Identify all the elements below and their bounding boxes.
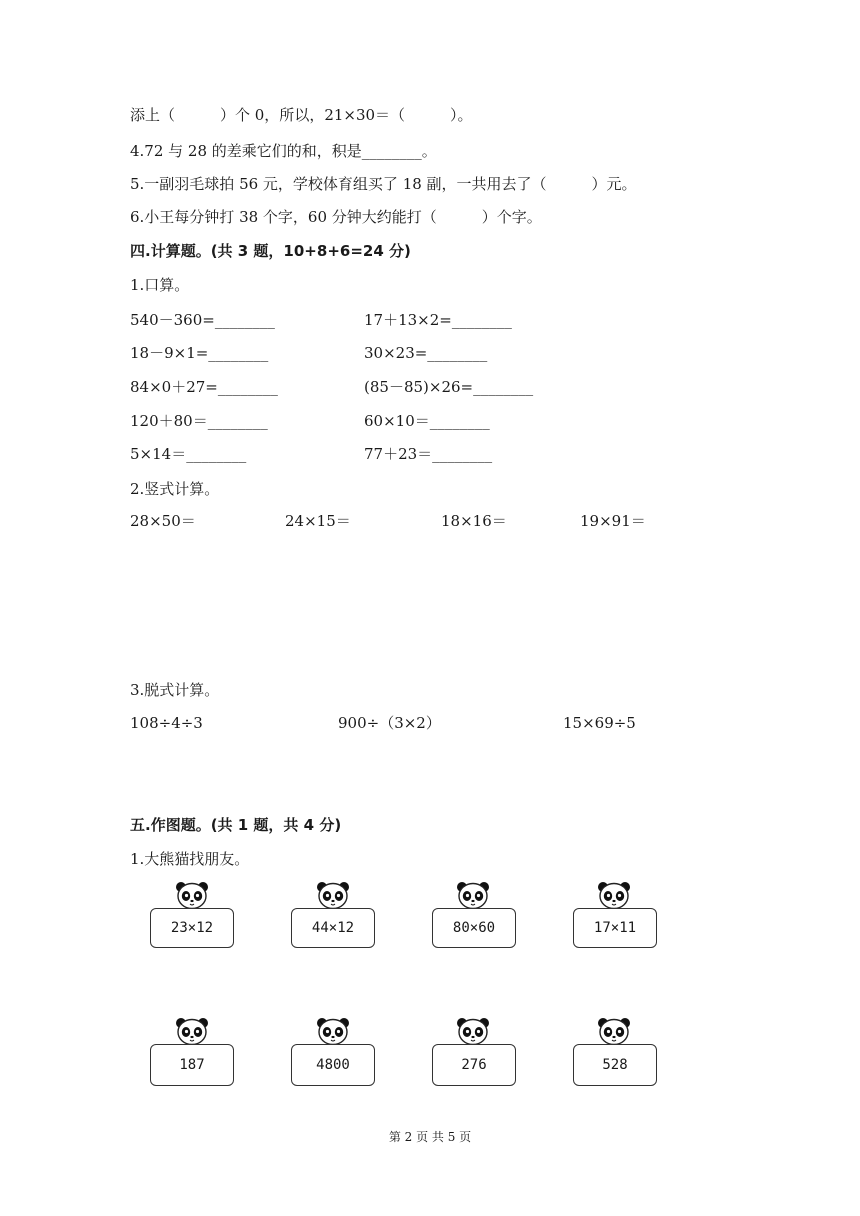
match-box-result[interactable]: 528 — [573, 1044, 657, 1086]
match-box-expression[interactable]: 80×60 — [432, 908, 516, 948]
oral-item: 17＋13×2=________ — [364, 311, 512, 329]
oral-item: 30×23=________ — [364, 344, 488, 362]
match-box-result[interactable]: 276 — [432, 1044, 516, 1086]
stepwise-item: 900÷（3×2） — [338, 714, 441, 732]
fill-blank-line: 添上（ ）个 0，所以，21×30＝（ ）。 — [130, 106, 473, 124]
question-6: 6.小王每分钟打 38 个字，60 分钟大约能打（ ）个字。 — [130, 208, 542, 226]
oral-item: (85－85)×26=________ — [364, 378, 534, 396]
vertical-item: 18×16＝ — [441, 512, 507, 530]
match-box-result[interactable]: 4800 — [291, 1044, 375, 1086]
panda-icon — [316, 1016, 350, 1046]
section-5-heading: 五.作图题。(共 1 题，共 4 分) — [130, 816, 342, 834]
stepwise-item: 108÷4÷3 — [130, 714, 203, 732]
panda-icon — [175, 880, 209, 910]
match-box-expression[interactable]: 44×12 — [291, 908, 375, 948]
match-box-result[interactable]: 187 — [150, 1044, 234, 1086]
oral-item: 120＋80＝________ — [130, 412, 268, 430]
panda-icon — [597, 1016, 631, 1046]
panda-icon — [175, 1016, 209, 1046]
vertical-item: 19×91＝ — [580, 512, 646, 530]
oral-item: 5×14＝________ — [130, 445, 247, 463]
stepwise-item: 15×69÷5 — [563, 714, 636, 732]
question-5: 5.一副羽毛球拍 56 元，学校体育组买了 18 副，一共用去了（ ）元。 — [130, 175, 637, 193]
panda-icon — [456, 880, 490, 910]
vertical-calc-title: 2.竖式计算。 — [130, 480, 220, 498]
panda-icon — [456, 1016, 490, 1046]
panda-icon — [597, 880, 631, 910]
oral-calc-title: 1.口算。 — [130, 276, 190, 294]
question-4: 4.72 与 28 的差乘它们的和，积是________。 — [130, 142, 437, 160]
match-box-expression[interactable]: 17×11 — [573, 908, 657, 948]
vertical-item: 24×15＝ — [285, 512, 351, 530]
oral-item: 84×0＋27=________ — [130, 378, 278, 396]
match-box-expression[interactable]: 23×12 — [150, 908, 234, 948]
oral-item: 540－360=________ — [130, 311, 275, 329]
oral-item: 18－9×1=________ — [130, 344, 269, 362]
vertical-item: 28×50＝ — [130, 512, 196, 530]
panda-task-title: 1.大熊猫找朋友。 — [130, 850, 250, 868]
panda-icon — [316, 880, 350, 910]
oral-item: 77＋23＝________ — [364, 445, 493, 463]
oral-item: 60×10＝________ — [364, 412, 490, 430]
page-footer: 第 2 页 共 5 页 — [388, 1130, 472, 1144]
stepwise-calc-title: 3.脱式计算。 — [130, 681, 220, 699]
section-4-heading: 四.计算题。(共 3 题，10+8+6=24 分) — [130, 242, 411, 260]
